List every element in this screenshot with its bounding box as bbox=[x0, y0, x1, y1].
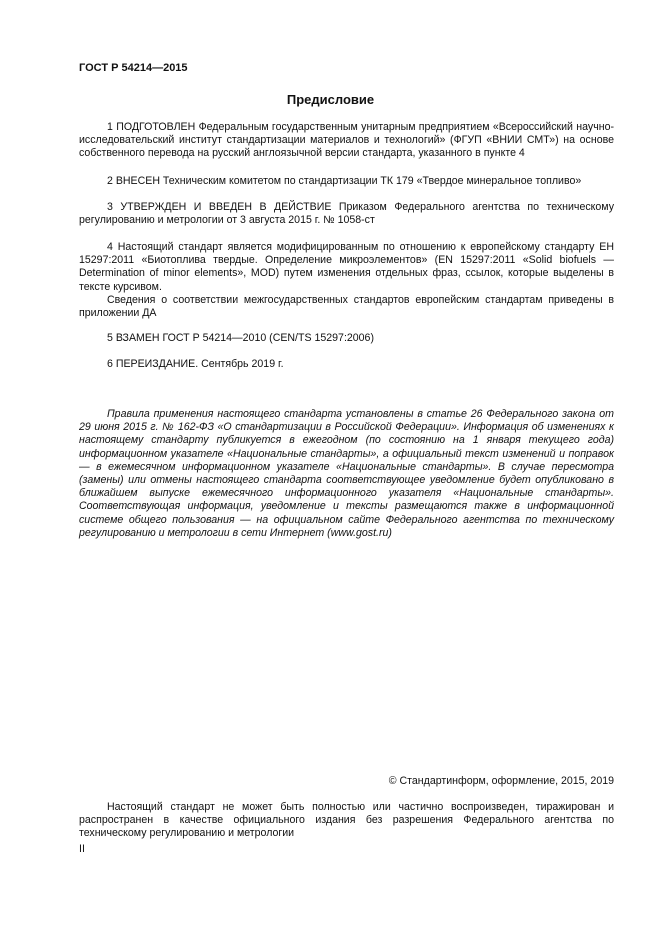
preface-item-3: 3 УТВЕРЖДЕН И ВВЕДЕН В ДЕЙСТВИЕ Приказом Федерального агентства по техническому регулированию и метрологии от 3 августа 2015 г. № 1058-ст bbox=[79, 201, 614, 227]
copyright-line: © Стандартинформ, оформление, 2015, 2019 bbox=[388, 775, 614, 787]
page-number: II bbox=[79, 843, 85, 855]
reproduction-notice: Настоящий стандарт не может быть полностью или частично воспроизведен, тиражирован и распространен в качестве официального издания без разрешения Федерального агентства по техническому регулированию и метрологии bbox=[79, 801, 614, 840]
preface-item-6: 6 ПЕРЕИЗДАНИЕ. Сентябрь 2019 г. bbox=[107, 358, 284, 370]
preface-item-4-note: Сведения о соответствии межгосударственных стандартов европейским стандартам приведены в приложении ДА bbox=[79, 294, 614, 320]
preface-item-5: 5 ВЗАМЕН ГОСТ Р 54214—2010 (CEN/TS 15297:2006) bbox=[107, 332, 374, 344]
standard-code: ГОСТ Р 54214—2015 bbox=[79, 62, 188, 74]
preface-title: Предисловие bbox=[286, 92, 375, 107]
preface-item-1: 1 ПОДГОТОВЛЕН Федеральным государственным унитарным предприятием «Всероссийский научно-исследовательский институт стандартизации материалов и технологий» (ФГУП «ВНИИ СМТ») на основе собственного перевода на русский англоязычной версии стандарта, указанного в пункте 4 bbox=[79, 121, 614, 160]
rules-notice: Правила применения настоящего стандарта установлены в статье 26 Федерального закона от 29 июня 2015 г. № 162-ФЗ «О стандартизации в Российской Федерации». Информация об изменениях к настоящему стандарту публикуется в ежегодном (по состоянию на 1 января текущего года) информационном указателе «Национальные стандарты», а официальный текст изменений и поправок — в ежемесячном информационном указателе «Национальные стандарты». В случае пересмотра (замены) или отмены настоящего стандарта соответствующее уведомление будет опубликовано в ближайшем выпуске ежемесячного информационного указателя «Национальные стандарты». Соответствующая информация, уведомление и тексты размещаются также в информационной системе общего пользования — на официальном сайте Федерального агентства по техническому регулированию и метрологии в сети Интернет (www.gost.ru) bbox=[79, 408, 614, 539]
preface-item-2: 2 ВНЕСЕН Техническим комитетом по стандартизации ТК 179 «Твердое минеральное топливо» bbox=[107, 175, 582, 187]
preface-item-4: 4 Настоящий стандарт является модифицированным по отношению к европейскому стандарту ЕН 15297:2011 «Биотоплива твердые. Определение микроэлементов» (EN 15297:2011 «Solid biofuels — Determination of minor elements», MOD) путем изменения отдельных фраз, ссылок, которые выделены в тексте курсивом. bbox=[79, 241, 614, 293]
